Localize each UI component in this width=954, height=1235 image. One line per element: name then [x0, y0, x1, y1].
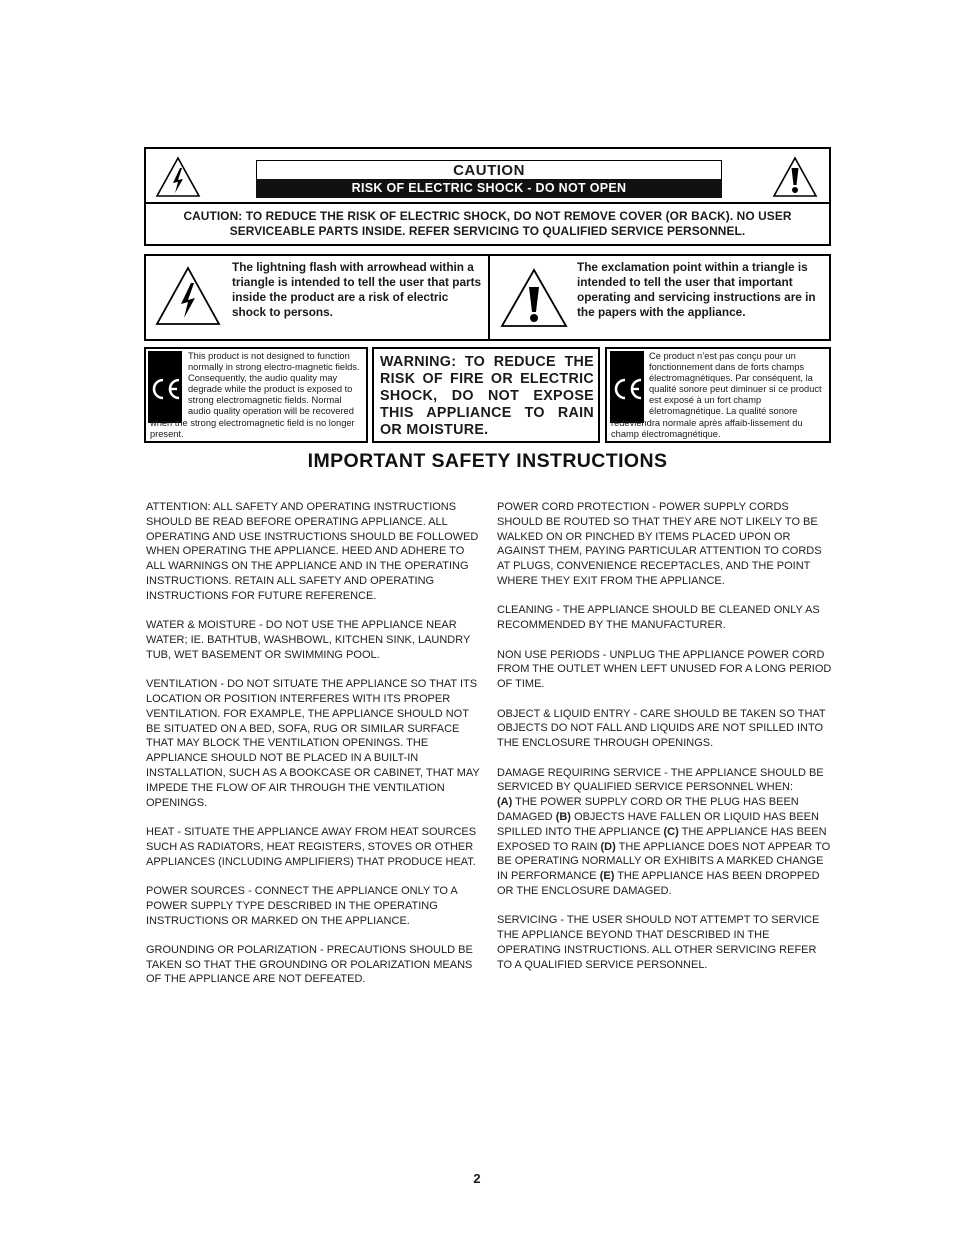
paragraph-power-cord: POWER CORD PROTECTION - POWER SUPPLY CORDS SHOULD BE ROUTED SO THAT THEY ARE NOT LIKELY TO BE WALKED ON OR PINCHED BY ITEMS PLACED UPON OR AGAINST THEM, PAYING PARTICULAR ATTENTION TO CORDS AT PLUGS, CONVENIENCE RECEPTACLES, AND THE POINT WHERE THEY EXIT FROM THE APPLIANCE. — [497, 501, 822, 587]
damage-item-letter: (B) — [555, 810, 571, 823]
damage-item-letter: (D) — [600, 840, 616, 853]
damage-item-text: OBJECTS HAVE FALLEN OR LIQUID HAS BEEN SPILLED INTO THE APPLIANCE — [497, 810, 819, 838]
lightning-warning-icon — [154, 264, 222, 328]
caution-text: CAUTION: TO REDUCE THE RISK OF ELECTRIC SHOCK, DO NOT REMOVE COVER (OR BACK). NO USER SERVICEABLE PARTS INSIDE. REFER SERVICING TO QUALIFIED SERVICE PERSONNEL. — [183, 209, 792, 238]
caution-divider — [146, 202, 829, 204]
ce-notice-french — [605, 347, 831, 443]
warning-text: WARNING: TO REDUCE THE RISK OF FIRE OR ELECTRIC SHOCK, DO NOT EXPOSE THIS APPLIANCE TO RAIN OR MOISTURE. — [380, 354, 594, 438]
ce-notice-french-text — [611, 351, 825, 440]
page-title: IMPORTANT SAFETY INSTRUCTIONS — [307, 450, 668, 472]
caution-label — [256, 160, 722, 198]
ce-notice-english — [144, 347, 368, 443]
damage-item-text: THE POWER SUPPLY CORD OR THE PLUG HAS BEEN DAMAGED — [497, 796, 799, 823]
lightning-warning-icon — [154, 155, 202, 199]
damage-item-text: THE APPLIANCE HAS BEEN EXPOSED TO RAIN — [497, 825, 827, 853]
paragraph-object-liquid: OBJECT & LIQUID ENTRY - CARE SHOULD BE TAKEN SO THAT OBJECTS DO NOT FALL AND LIQUIDS ARE NOT SPILLED INTO THE ENCLOSURE THROUGH OPENINGS. — [497, 707, 826, 750]
ce-notice-english-body: This product is not designed to function normally in strong electro-magnetic fields. Consequently, the audio quality may degrade while the product is exposed to strong electromagnetic fields. Normal audio quality operation will be recovered when the strong electromagnetic field is no longer present. — [150, 351, 360, 439]
paragraph-servicing: SERVICING - THE USER SHOULD NOT ATTEMPT TO SERVICE THE APPLIANCE BEYOND THAT DESCRIBED IN THE OPERATING INSTRUCTIONS. ALL OTHER SERVICING REFER TO A QUALIFIED SERVICE PERSONNEL. — [497, 914, 820, 971]
damage-item-text: THE APPLIANCE DOES NOT APPEAR TO BE OPERATING NORMALLY OR EXHIBITS A MARKED CHANGE IN PERFORMANCE — [497, 840, 831, 883]
paragraph-power-sources: POWER SOURCES - CONNECT THE APPLIANCE ONLY TO A POWER SUPPLY TYPE DESCRIBED IN THE OPERATING INSTRUCTIONS OR MARKED ON THE APPLIANCE. — [146, 884, 458, 927]
page-number: 2 — [473, 1171, 481, 1186]
exclamation-warning-icon — [771, 155, 819, 199]
paragraph-cleaning: CLEANING - THE APPLIANCE SHOULD BE CLEANED ONLY AS RECOMMENDED BY THE MANUFACTURER. — [497, 604, 820, 632]
paragraph-grounding: GROUNDING OR POLARIZATION - PRECAUTIONS SHOULD BE TAKEN SO THAT THE GROUNDING OR POLARIZATION MEANS OF THE APPLIANCE ARE NOT DEFEATED. — [146, 943, 473, 986]
paragraph-heat: HEAT - SITUATE THE APPLIANCE AWAY FROM HEAT SOURCES SUCH AS RADIATORS, HEAT REGISTERS, STOVES OR OTHER APPLIANCES (INCLUDING AMPLIFIERS) THAT PRODUCE HEAT. — [146, 825, 477, 868]
symbols-box — [144, 254, 831, 341]
damage-item-letter: (C) — [663, 825, 679, 838]
caution-subtitle: RISK OF ELECTRIC SHOCK - DO NOT OPEN — [256, 179, 722, 198]
left-column — [146, 500, 481, 1002]
exclamation-explanation-text: The exclamation point within a triangle is intended to tell the user that important operating and servicing instructions are in the papers with the appliance. — [577, 260, 816, 319]
damage-intro: DAMAGE REQUIRING SERVICE - THE APPLIANCE SHOULD BE SERVICED BY QUALIFIED SERVICE PERSONNEL WHEN: — [497, 766, 824, 794]
paragraph-non-use: NON USE PERIODS - UNPLUG THE APPLIANCE POWER CORD FROM THE OUTLET WHEN LEFT UNUSED FOR A LONG PERIOD OF TIME. — [497, 648, 832, 691]
caution-title: CAUTION — [453, 162, 525, 179]
ce-notice-english-text — [150, 351, 362, 440]
lightning-explanation — [146, 256, 490, 339]
damage-item-letter: (E) — [599, 870, 615, 883]
exclamation-warning-icon — [499, 266, 569, 330]
lightning-explanation-text: The lightning flash with arrowhead within a triangle is intended to tell the user that parts inside the product are a risk of electric shock to persons. — [232, 260, 482, 319]
paragraph-ventilation: VENTILATION - DO NOT SITUATE THE APPLIANCE SO THAT ITS LOCATION OR POSITION INTERFERES WITH ITS PROPER VENTILATION. FOR EXAMPLE, THE APPLIANCE SHOULD NOT BE SITUATED ON A BED, SOFA, RUG OR SIMILAR SURFACE THAT MAY BLOCK THE VENTILATION OPENINGS. THE APPLIANCE SHOULD NOT BE PLACED IN A BUILT-IN INSTALLATION, SUCH AS A BOOKCASE OR CABINET, THAT MAY IMPEDE THE FLOW OF AIR THROUGH THE VENTILATION OPENINGS. — [146, 678, 480, 809]
warning-box — [372, 347, 600, 443]
right-column — [497, 500, 832, 987]
caution-box — [144, 147, 831, 246]
paragraph-damage — [497, 766, 832, 899]
ce-notice-french-body: Ce product n’est pas conçu pour un fonctionnement dans de forts champs électromagnétiques. Par conséquent, la qualité sonore peut diminuer si ce product est exposé à un fort champ életromagnétique. La qualité sonore redeviendra normale après affaib-lissement du champ électromagnétique. — [611, 351, 822, 439]
paragraph-attention: ATTENTION: ALL SAFETY AND OPERATING INSTRUCTIONS SHOULD BE READ BEFORE OPERATING APPLIANCE. ALL OPERATING AND USE INSTRUCTIONS SHOULD BE FOLLOWED WHEN OPERATING THE APPLIANCE. HEED AND ADHERE TO ALL WARNINGS ON THE APPLIANCE AND IN THE OPERATING INSTRUCTIONS. RETAIN ALL SAFETY AND OPERATING INSTRUCTIONS FOR FUTURE REFERENCE. — [146, 501, 479, 602]
damage-item-text: THE APPLIANCE HAS BEEN DROPPED OR THE ENCLOSURE DAMAGED. — [497, 870, 820, 897]
paragraph-water-moisture: WATER & MOISTURE - DO NOT USE THE APPLIANCE NEAR WATER; IE. BATHTUB, WASHBOWL, KITCHEN SINK, LAUNDRY TUB, WET BASEMENT OR SWIMMING POOL. — [146, 619, 471, 661]
exclamation-explanation — [490, 256, 829, 339]
damage-item-letter: (A) — [497, 796, 513, 809]
